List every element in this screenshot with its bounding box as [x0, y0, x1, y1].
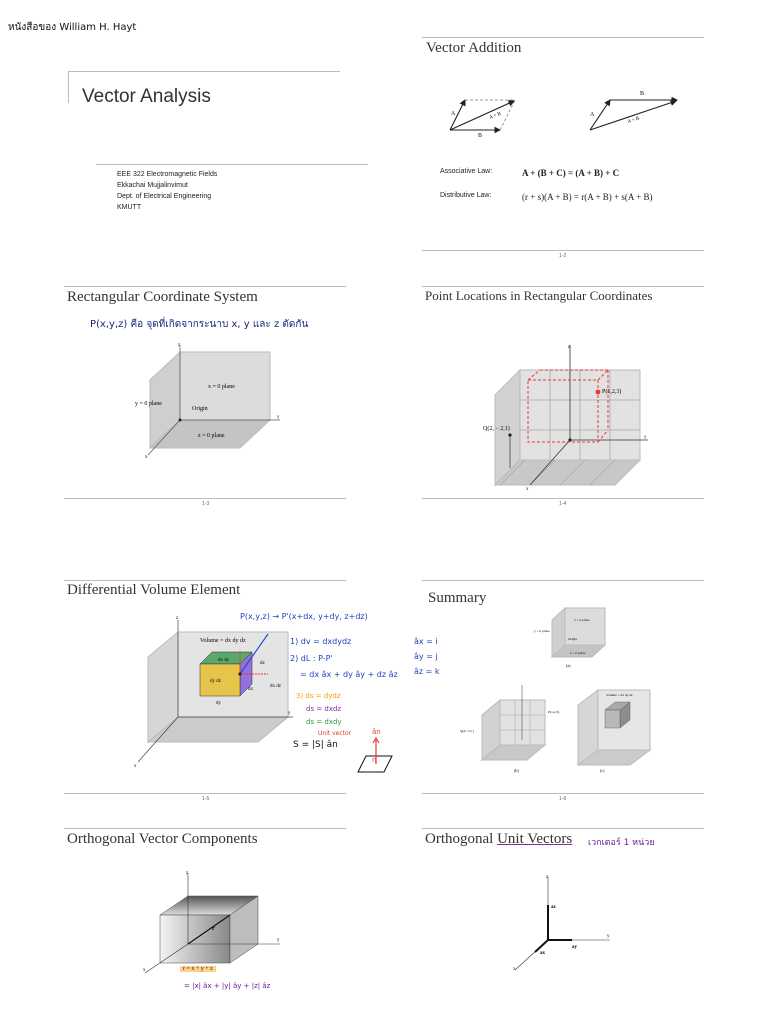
- slide-title: Vector Addition: [426, 40, 522, 56]
- dy-dz-label: dy dz: [210, 679, 221, 684]
- summary-label-a: (a): [566, 663, 571, 668]
- slide-title: Point Locations in Rectangular Coordinates: [425, 288, 653, 303]
- note-ds-2: ds = dxdz: [306, 705, 342, 713]
- summary-figure: [460, 600, 700, 780]
- slide-title: Rectangular Coordinate System: [67, 289, 258, 305]
- summary-z-plane: z = 0 plane: [570, 651, 586, 655]
- univ-line: KMUTT: [117, 204, 142, 211]
- label-b-2: B: [640, 91, 645, 97]
- course-line: EEE 322 Electromagnetic Fields: [117, 171, 218, 178]
- label-a-plus-b: A + B: [488, 111, 502, 121]
- point-p-label: P(1,2,3): [602, 389, 622, 395]
- axis-y: y: [644, 435, 647, 440]
- slide-title: Orthogonal Vector Components: [67, 831, 258, 847]
- note-unit-k: âz = k: [414, 667, 440, 676]
- page-number: 1-6: [559, 796, 567, 802]
- vector-addition-figure: [440, 85, 690, 145]
- orthogonal-components-figure: [140, 868, 290, 973]
- page-number: 1-2: [559, 253, 567, 259]
- distributive-eq: (r + s)(A + B) = r(A + B) + s(A + B): [522, 192, 653, 202]
- point-q-label: Q(2, − 2,1): [483, 426, 510, 432]
- note-points: P(x,y,z) → P'(x+dx, y+dy, z+dz): [240, 612, 368, 621]
- unit-ax-label: ax: [540, 951, 545, 956]
- slide-title: Differential Volume Element: [67, 582, 241, 598]
- note-dl: 2) dL : P-P': [290, 654, 333, 663]
- slide-title: Summary: [428, 590, 487, 606]
- axis-x: x: [134, 764, 137, 769]
- axis-x: x: [526, 487, 529, 492]
- summary-volume: Volume = dx dy dz: [606, 693, 633, 697]
- note-ds-3: ds = dxdy: [306, 718, 342, 726]
- handwritten-note: เวกเตอร์ 1 หน่วย: [588, 838, 655, 848]
- axis-z: z: [568, 345, 571, 350]
- dx-label: dx: [248, 687, 253, 692]
- course-info: [117, 169, 217, 213]
- summary-y-plane: y = 0 plane: [534, 629, 550, 633]
- axis-x: x: [513, 967, 516, 972]
- axis-x: x: [143, 968, 146, 973]
- label-a-plus-b-2: A + B: [627, 116, 641, 125]
- volume-label: Volume = dx dy dz: [200, 638, 246, 644]
- origin-label: Origin: [192, 406, 208, 412]
- x-plane-label: x = 0 plane: [208, 384, 235, 390]
- dept-line: Dept. of Electrical Engineering: [117, 193, 212, 200]
- note-an: ân: [372, 728, 381, 736]
- distributive-label: Distributive Law:: [440, 192, 492, 199]
- handwritten-note: P(x,y,z) คือ จุดที่เกิดจากระนาบ x, y และ z ตัดกัน: [90, 319, 309, 330]
- note-unit-i: âx = i: [414, 637, 438, 646]
- label-a: A: [451, 111, 456, 117]
- axis-x: x: [145, 455, 148, 460]
- vector-r-label: r: [212, 926, 215, 932]
- summary-label-c: (c): [600, 768, 605, 773]
- unit-ay-label: ay: [572, 945, 577, 950]
- summary-label-b: (b): [514, 768, 519, 773]
- note-dv: 1) dv = dxdydz: [290, 637, 352, 646]
- equation-r-components: = |x| âx + |y| ây + |z| âz: [184, 982, 271, 990]
- note-unit-j: ây = j: [414, 652, 438, 661]
- coordinate-system-figure: [135, 340, 290, 460]
- author-line: Ekkachai Mujjalinvimut: [117, 182, 188, 189]
- axis-y: y: [607, 934, 610, 939]
- label-a-2: A: [590, 112, 595, 118]
- summary-x-plane: x = 0 plane: [574, 618, 590, 622]
- note-s-vector: S = |S| ân: [293, 740, 338, 750]
- dz-label: dz: [260, 661, 265, 666]
- header-note: หนังสือของ William H. Hayt: [8, 22, 137, 33]
- axis-z: z: [178, 343, 181, 348]
- dy-label: dy: [216, 701, 221, 706]
- note-ds-1: 3) ds = dydz: [296, 692, 341, 700]
- label-b: B: [478, 133, 483, 139]
- unit-az-label: az: [551, 905, 556, 910]
- axis-z: z: [186, 871, 189, 876]
- summary-point-p: P(1,2,3): [548, 710, 560, 714]
- page-number: 1-5: [202, 796, 210, 802]
- title-part-2: Unit Vectors: [497, 831, 573, 847]
- differential-volume-figure: [128, 612, 298, 772]
- equation-r: r = x + y + z: [180, 966, 216, 972]
- dx-dz-label: dx dz: [270, 684, 281, 689]
- note-unit-vector: Unit vector: [318, 730, 352, 737]
- z-plane-label: z = 0 plane: [198, 433, 225, 439]
- page-number: 1-4: [559, 501, 567, 507]
- axis-z: z: [546, 875, 549, 880]
- axis-y: y: [277, 938, 280, 943]
- slide-title: [425, 831, 572, 848]
- unit-vectors-figure: [510, 872, 620, 977]
- title-part-1: Orthogonal: [425, 831, 498, 847]
- axis-y: y: [277, 415, 280, 420]
- y-plane-label: y = 0 plane: [135, 401, 162, 407]
- dx-dy-label: dx dy: [218, 658, 230, 663]
- note-dl-expanded: = dx âx + dy ây + dz âz: [300, 670, 398, 679]
- summary-point-q: Q(2,−2,1): [460, 729, 474, 733]
- associative-label: Associative Law:: [440, 168, 493, 175]
- axis-z: z: [176, 616, 179, 621]
- point-locations-figure: [480, 340, 660, 490]
- summary-origin: Origin: [568, 637, 578, 641]
- page-number: 1-3: [202, 501, 210, 507]
- note-n: n: [372, 756, 377, 764]
- axis-y: y: [288, 711, 291, 716]
- slide-title: Vector Analysis: [82, 86, 211, 107]
- associative-eq: A + (B + C) = (A + B) + C: [522, 168, 620, 178]
